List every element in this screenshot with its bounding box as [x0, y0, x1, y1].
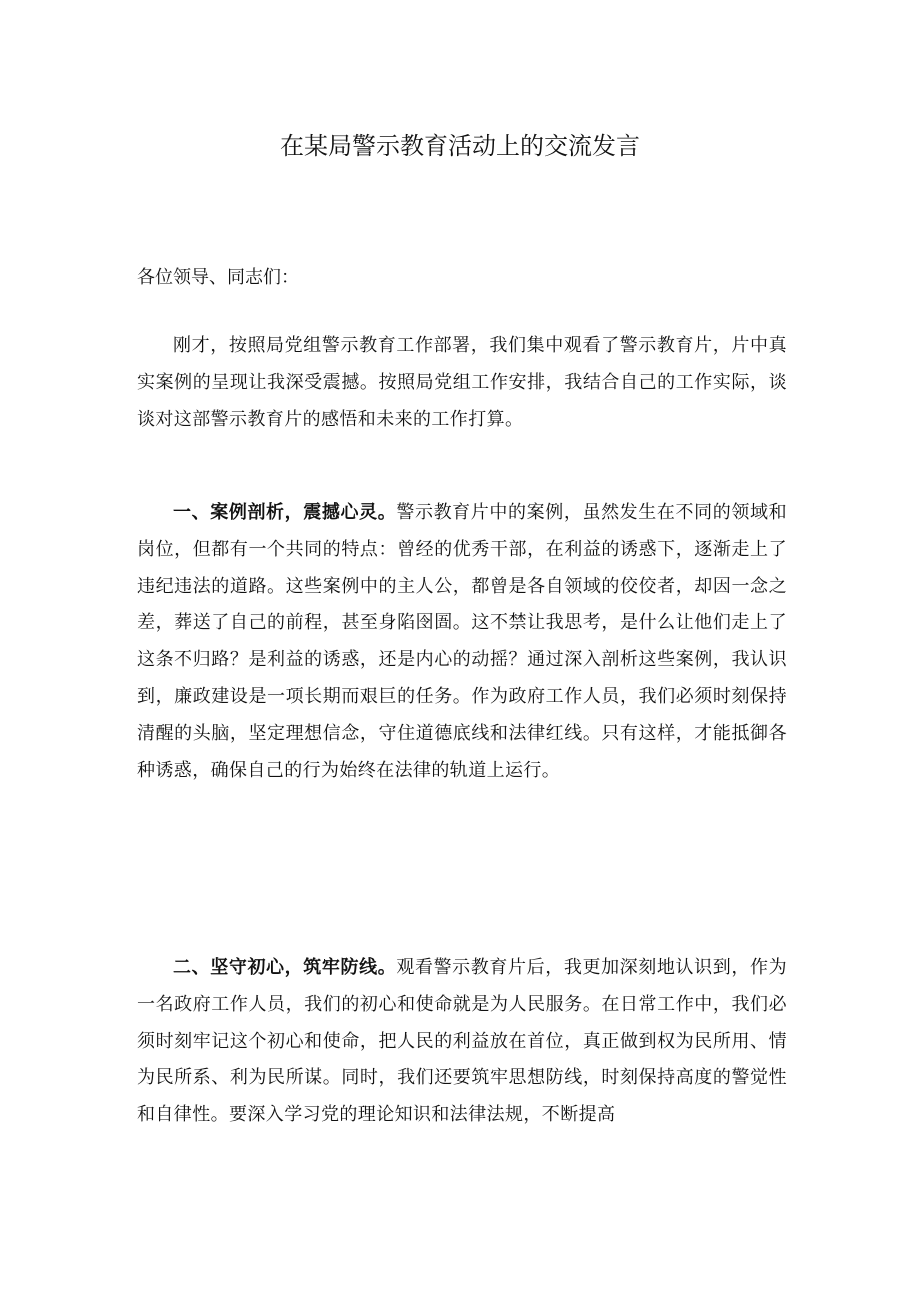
paragraph-section-1: [137, 495, 787, 789]
document-title: 在某局警示教育活动上的交流发言: [280, 132, 640, 160]
paragraph-text: 警示教育片中的案例，虽然发生在不同的领域和岗位，但都有一个共同的特点：曾经的优秀干部，在利益的诱惑下，逐渐走上了违纪违法的道路。这些案例中的主人公，都曾是各自领域的佼佼者，却因一念之差，葬送了自己的前程，甚至身陷囹圄。这不禁让我思考，是什么让他们走上了这条不归路？是利益的诱惑，还是内心的动摇？通过深入剖析这些案例，我认识到，廉政建设是一项长期而艰巨的任务。作为政府工作人员，我们必须时刻保持清醒的头脑，坚定理想信念，守住道德底线和法律红线。只有这样，才能抵御各种诱惑，确保自己的行为始终在法律的轨道上运行。: [137, 502, 787, 781]
salutation: 各位领导、同志们：: [137, 267, 299, 288]
paragraph-text: 观看警示教育片后，我更加深刻地认识到，作为一名政府工作人员，我们的初心和使命就是为人民服务。在日常工作中，我们必须时刻牢记这个初心和使命，把人民的利益放在首位，真正做到权为民所用、情为民所系、利为民所谋。同时，我们还要筑牢思想防线，时刻保持高度的警觉性和自律性。要深入学习党的理论知识和法律法规，不断提高: [137, 957, 787, 1126]
paragraph-section-2: [137, 950, 787, 1134]
paragraph-text: 刚才，按照局党组警示教育工作部署，我们集中观看了警示教育片，片中真实案例的呈现让我深受震撼。按照局党组工作安排，我结合自己的工作实际，谈谈对这部警示教育片的感悟和未来的工作打算。: [137, 335, 787, 430]
section-heading: 一、案例剖析，震撼心灵。: [173, 502, 397, 523]
paragraph-intro: [137, 328, 787, 438]
section-heading: 二、坚守初心，筑牢防线。: [173, 957, 397, 978]
